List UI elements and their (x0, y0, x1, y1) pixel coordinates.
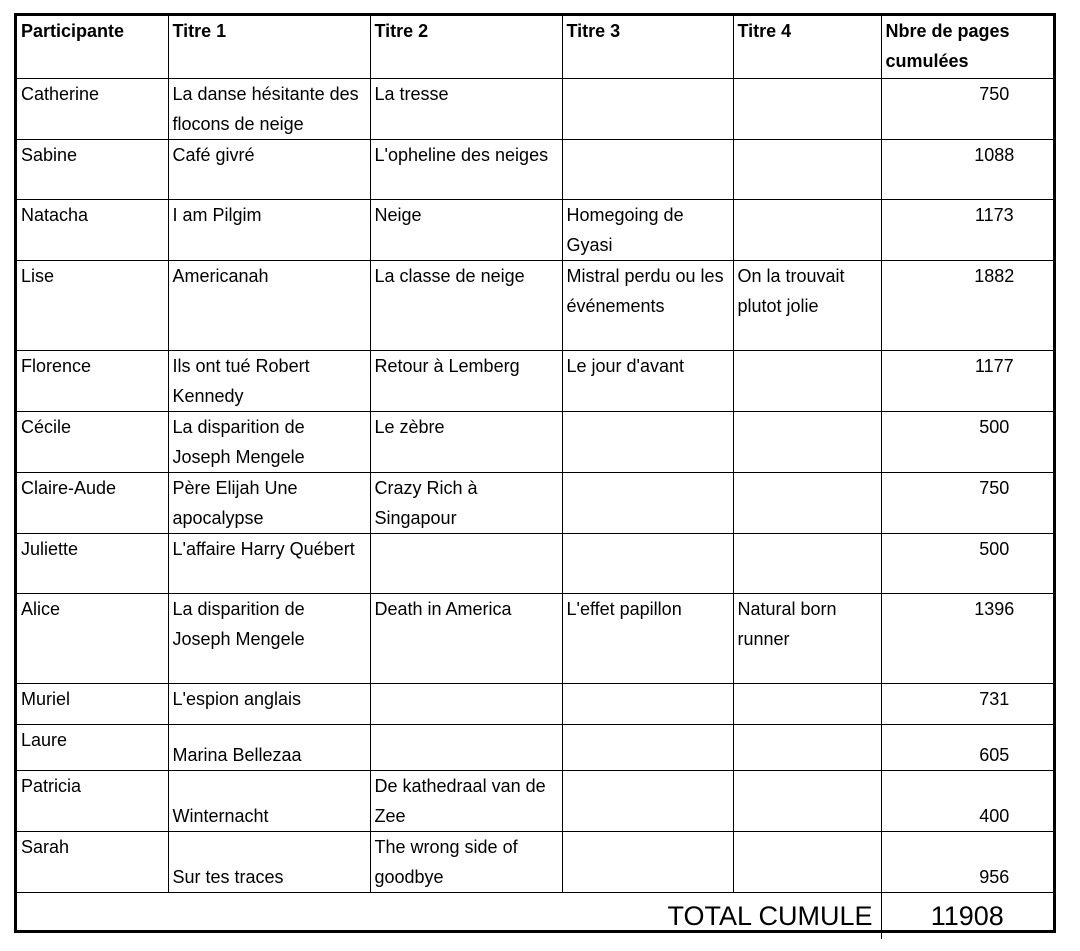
header-row (17, 16, 1053, 78)
cell-pages: 500 (881, 411, 1053, 472)
cell-titre-1: Sur tes traces (168, 831, 370, 892)
cell-titre-2: De kathedraal van de Zee (370, 770, 562, 831)
cell-titre-4 (733, 724, 881, 770)
cell-participante: Sarah (17, 831, 168, 892)
cell-titre-1: Ils ont tué Robert Kennedy (168, 350, 370, 411)
cell-titre-4 (733, 831, 881, 892)
cell-participante: Juliette (17, 533, 168, 593)
cell-titre-2: The wrong side of goodbye (370, 831, 562, 892)
reading-table (17, 16, 1053, 939)
cell-titre-3 (562, 831, 733, 892)
cell-titre-2: Crazy Rich à Singapour (370, 472, 562, 533)
cell-titre-1: Marina Bellezaa (168, 724, 370, 770)
cell-titre-2: Retour à Lemberg (370, 350, 562, 411)
cell-titre-4: Natural born runner (733, 593, 881, 683)
cell-titre-4 (733, 139, 881, 199)
header-titre-1: Titre 1 (168, 16, 370, 78)
cell-titre-4 (733, 78, 881, 139)
cell-pages: 1173 (881, 199, 1053, 260)
table-row (17, 350, 1053, 411)
cell-participante: Natacha (17, 199, 168, 260)
table-row (17, 199, 1053, 260)
cell-pages: 750 (881, 78, 1053, 139)
cell-pages: 605 (881, 724, 1053, 770)
cell-titre-2 (370, 683, 562, 724)
cell-titre-4 (733, 533, 881, 593)
cell-titre-1: La disparition de Joseph Mengele (168, 593, 370, 683)
cell-titre-3 (562, 139, 733, 199)
cell-titre-1: La danse hésitante des flocons de neige (168, 78, 370, 139)
cell-titre-2: Le zèbre (370, 411, 562, 472)
cell-titre-1: Americanah (168, 260, 370, 350)
cell-titre-1: L'espion anglais (168, 683, 370, 724)
cell-pages: 750 (881, 472, 1053, 533)
cell-participante: Muriel (17, 683, 168, 724)
cell-pages: 731 (881, 683, 1053, 724)
table-row (17, 472, 1053, 533)
cell-participante: Claire-Aude (17, 472, 168, 533)
table-row (17, 260, 1053, 350)
cell-titre-1: La disparition de Joseph Mengele (168, 411, 370, 472)
table-row (17, 411, 1053, 472)
cell-titre-1: I am Pilgim (168, 199, 370, 260)
cell-titre-1: Père Elijah Une apocalypse (168, 472, 370, 533)
cell-titre-3: Mistral perdu ou les événements (562, 260, 733, 350)
total-label: TOTAL CUMULE (17, 892, 881, 939)
cell-titre-4 (733, 411, 881, 472)
cell-titre-3 (562, 770, 733, 831)
cell-pages: 956 (881, 831, 1053, 892)
reading-table-sheet (14, 13, 1056, 933)
cell-titre-4 (733, 350, 881, 411)
cell-titre-3 (562, 724, 733, 770)
cell-titre-3: Le jour d'avant (562, 350, 733, 411)
cell-pages: 1177 (881, 350, 1053, 411)
table-row (17, 831, 1053, 892)
cell-participante: Patricia (17, 770, 168, 831)
cell-titre-1: Café givré (168, 139, 370, 199)
cell-titre-2: Neige (370, 199, 562, 260)
table-row (17, 78, 1053, 139)
header-participante: Participante (17, 16, 168, 78)
cell-titre-3: Homegoing de Gyasi (562, 199, 733, 260)
cell-titre-4 (733, 199, 881, 260)
header-titre-4: Titre 4 (733, 16, 881, 78)
cell-pages: 500 (881, 533, 1053, 593)
cell-titre-2: La tresse (370, 78, 562, 139)
cell-titre-3 (562, 533, 733, 593)
cell-titre-3 (562, 78, 733, 139)
cell-titre-2: La classe de neige (370, 260, 562, 350)
cell-titre-4 (733, 770, 881, 831)
cell-titre-1: L'affaire Harry Québert (168, 533, 370, 593)
cell-pages: 1088 (881, 139, 1053, 199)
header-titre-2: Titre 2 (370, 16, 562, 78)
cell-titre-3 (562, 472, 733, 533)
cell-participante: Florence (17, 350, 168, 411)
cell-participante: Sabine (17, 139, 168, 199)
table-row (17, 770, 1053, 831)
cell-titre-3 (562, 683, 733, 724)
table-row (17, 593, 1053, 683)
total-value: 11908 (881, 892, 1053, 939)
cell-titre-4 (733, 683, 881, 724)
cell-titre-4: On la trouvait plutot jolie (733, 260, 881, 350)
table-row (17, 139, 1053, 199)
table-row (17, 533, 1053, 593)
cell-titre-4 (733, 472, 881, 533)
cell-titre-2 (370, 533, 562, 593)
header-titre-3: Titre 3 (562, 16, 733, 78)
cell-titre-2: Death in America (370, 593, 562, 683)
header-pages: Nbre de pages cumulées (881, 16, 1053, 78)
cell-participante: Cécile (17, 411, 168, 472)
cell-participante: Laure (17, 724, 168, 770)
table-row (17, 683, 1053, 724)
cell-titre-2: L'opheline des neiges (370, 139, 562, 199)
cell-titre-3: L'effet papillon (562, 593, 733, 683)
cell-titre-2 (370, 724, 562, 770)
cell-participante: Lise (17, 260, 168, 350)
cell-participante: Catherine (17, 78, 168, 139)
cell-participante: Alice (17, 593, 168, 683)
cell-pages: 400 (881, 770, 1053, 831)
cell-pages: 1882 (881, 260, 1053, 350)
total-row (17, 892, 1053, 939)
cell-titre-3 (562, 411, 733, 472)
cell-titre-1: Winternacht (168, 770, 370, 831)
table-row (17, 724, 1053, 770)
cell-pages: 1396 (881, 593, 1053, 683)
